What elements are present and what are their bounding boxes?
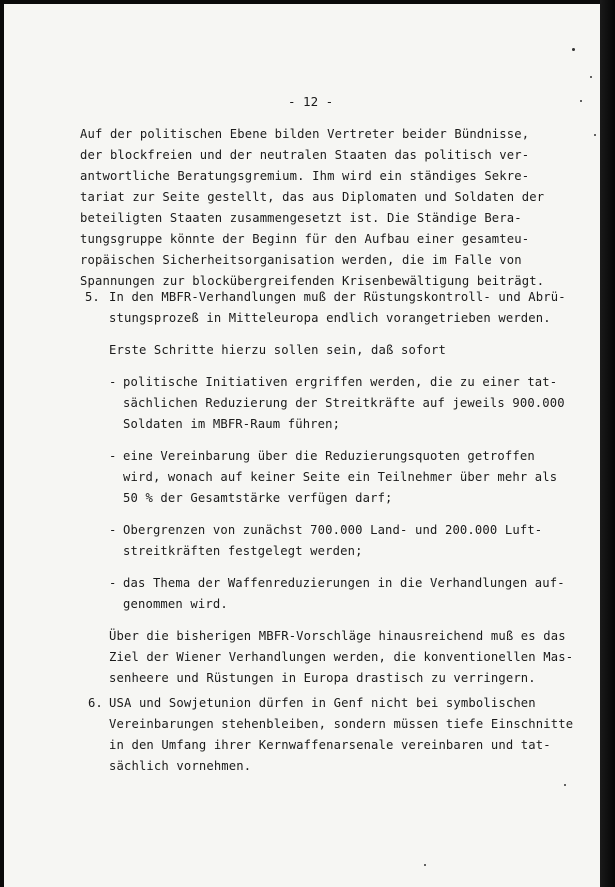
page-number: - 12 - xyxy=(288,94,334,109)
bullet-line: genommen wird. xyxy=(123,597,228,611)
scan-right-edge xyxy=(600,0,615,887)
bullet-line: das Thema der Waffenreduzierungen in die Verhandlungen auf- xyxy=(123,576,565,590)
scan-speck xyxy=(424,864,426,866)
bullet-line: politische Initiativen ergriffen werden, die zu einer tat- xyxy=(123,375,558,389)
closing-line: Über die bisherigen MBFR-Vorschläge hinausreichend muß es das xyxy=(109,629,566,643)
scan-speck xyxy=(564,784,566,786)
bullet-dash: - xyxy=(109,576,117,590)
closing-line: Ziel der Wiener Verhandlungen werden, die konventionellen Mas- xyxy=(109,650,574,664)
item-number: 6. xyxy=(88,696,103,710)
paragraph-line: antwortliche Beratungsgremium. Ihm wird ein ständiges Sekre- xyxy=(80,169,530,183)
paragraph-line: ropäischen Sicherheitsorganisation werden, die im Falle von xyxy=(80,253,522,267)
paragraph-line: tungsgruppe könnte der Beginn für den Aufbau einer gesamteu- xyxy=(80,232,530,246)
bullet-line: sächlichen Reduzierung der Streitkräfte auf jeweils 900.000 xyxy=(123,396,565,410)
bullet-line: Soldaten im MBFR-Raum führen; xyxy=(123,417,341,431)
paragraph-line: tariat zur Seite gestellt, das aus Diplomaten und Soldaten der xyxy=(80,190,545,204)
paragraph-line: beteiligten Staaten zusammengesetzt ist. Die Ständige Bera- xyxy=(80,211,522,225)
closing-line: senheere und Rüstungen in Europa drastisch zu verringern. xyxy=(109,671,536,685)
bullet-dash: - xyxy=(109,523,117,537)
paragraph-line: Spannungen zur blockübergreifenden Krisenbewältigung beiträgt. xyxy=(80,274,545,288)
item-number: 5. xyxy=(85,290,100,304)
item-intro: Erste Schritte hierzu sollen sein, daß sofort xyxy=(109,343,446,357)
paragraph-line: der blockfreien und der neutralen Staaten das politisch ver- xyxy=(80,148,530,162)
bullet-line: streitkräften festgelegt werden; xyxy=(123,544,363,558)
bullet-line: wird, wonach auf keiner Seite ein Teilnehmer über mehr als xyxy=(123,470,558,484)
scan-speck xyxy=(580,100,582,102)
bullet-line: eine Vereinbarung über die Reduzierungsquoten getroffen xyxy=(123,449,535,463)
document-page xyxy=(4,4,600,887)
bullet-dash: - xyxy=(109,449,117,463)
scan-speck xyxy=(572,48,575,51)
item-line: stungsprozeß in Mitteleuropa endlich vorangetrieben werden. xyxy=(109,311,551,325)
scan-speck xyxy=(590,76,592,78)
paragraph-line: Auf der politischen Ebene bilden Vertreter beider Bündnisse, xyxy=(80,127,530,141)
bullet-line: Obergrenzen von zunächst 700.000 Land- und 200.000 Luft- xyxy=(123,523,543,537)
item-line: In den MBFR-Verhandlungen muß der Rüstungskontroll- und Abrü- xyxy=(109,290,566,304)
bullet-line: 50 % der Gesamtstärke verfügen darf; xyxy=(123,491,393,505)
item-line: in den Umfang ihrer Kernwaffenarsenale vereinbaren und tat- xyxy=(109,738,551,752)
bullet-dash: - xyxy=(109,375,117,389)
item-line: USA und Sowjetunion dürfen in Genf nicht bei symbolischen xyxy=(109,696,536,710)
item-line: sächlich vornehmen. xyxy=(109,759,252,773)
item-line: Vereinbarungen stehenbleiben, sondern müssen tiefe Einschnitte xyxy=(109,717,574,731)
scan-speck xyxy=(594,134,596,136)
